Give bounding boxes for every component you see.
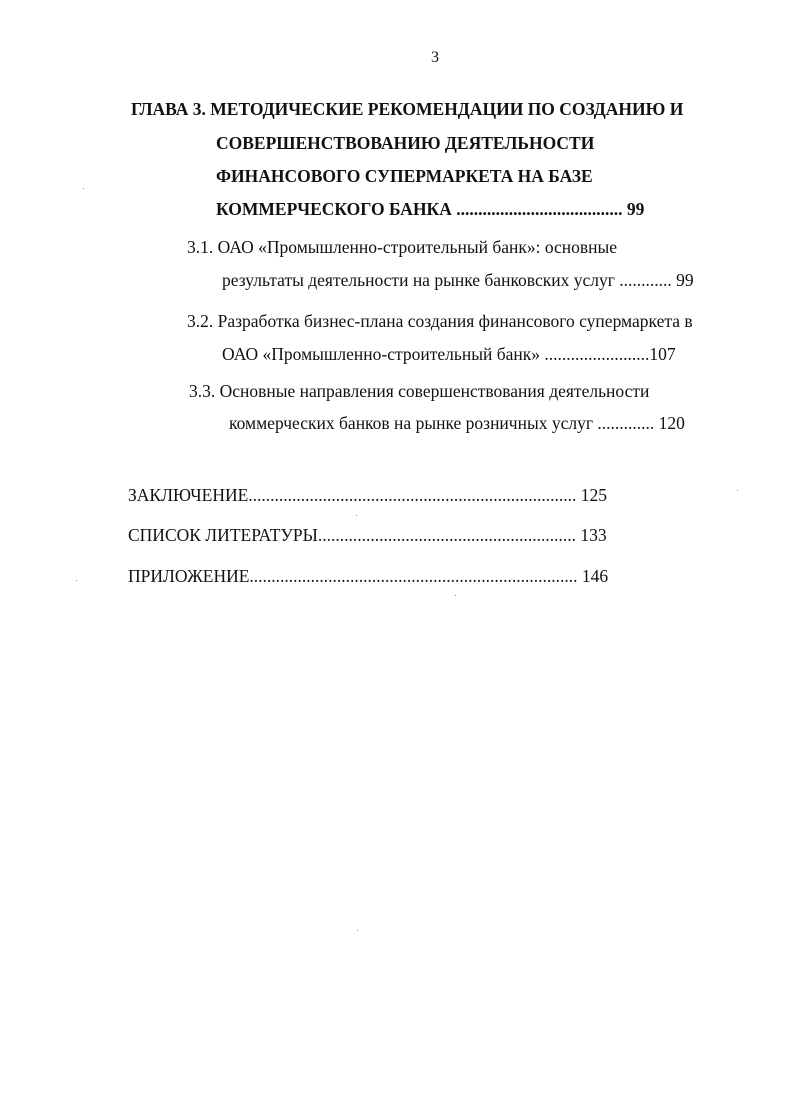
toc-appendix: ПРИЛОЖЕНИЕ........................................................................... 146	[128, 566, 609, 586]
toc-section-3-2-line-1: 3.2. Разработка бизнес-плана создания финансового супермаркета в	[187, 311, 693, 331]
scan-speck	[83, 188, 84, 189]
toc-section-3-1-line-2: результаты деятельности на рынке банковских услуг ............ 99	[222, 270, 694, 290]
scan-speck	[737, 490, 738, 491]
scan-speck	[357, 930, 358, 931]
scan-speck	[455, 595, 456, 596]
toc-section-3-2-line-2: ОАО «Промышленно-строительный банк» ........................107	[222, 344, 676, 364]
chapter-title-line-1: ГЛАВА 3. МЕТОДИЧЕСКИЕ РЕКОМЕНДАЦИИ ПО СОЗДАНИЮ И	[131, 99, 684, 119]
toc-bibliography: СПИСОК ЛИТЕРАТУРЫ........................................................... 133	[128, 525, 607, 545]
toc-section-3-1-line-1: 3.1. ОАО «Промышленно-строительный банк»: основные	[187, 237, 618, 257]
scan-speck	[76, 580, 77, 581]
chapter-title-line-4: КОММЕРЧЕСКОГО БАНКА ...................................... 99	[216, 199, 645, 219]
toc-conclusion: ЗАКЛЮЧЕНИЕ........................................................................... 125	[128, 485, 608, 505]
chapter-title-line-3: ФИНАНСОВОГО СУПЕРМАРКЕТА НА БАЗЕ	[216, 166, 593, 186]
page-number: 3	[431, 49, 439, 66]
toc-section-3-3-line-1: 3.3. Основные направления совершенствования деятельности	[189, 381, 650, 401]
toc-section-3-3-line-2: коммерческих банков на рынке розничных услуг ............. 120	[229, 413, 685, 433]
scan-speck	[356, 515, 357, 516]
chapter-title-line-2: СОВЕРШЕНСТВОВАНИЮ ДЕЯТЕЛЬНОСТИ	[216, 133, 595, 153]
